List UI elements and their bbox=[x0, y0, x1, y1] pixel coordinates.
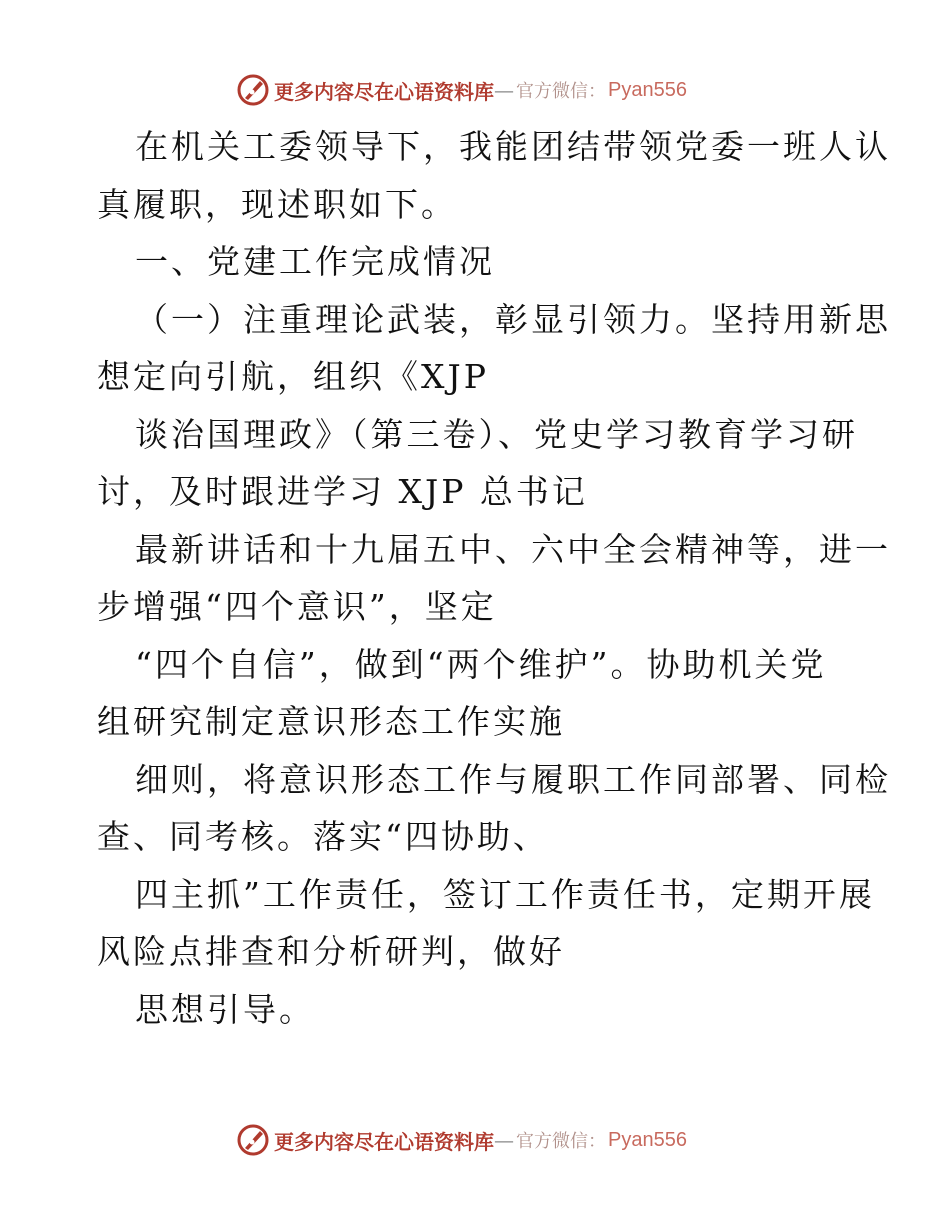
paragraph-line: 步增强“四个意识”，坚定 bbox=[97, 587, 497, 626]
paragraph-line: 真履职，现述职如下。 bbox=[97, 184, 457, 224]
paragraph-line: 组研究制定意识形态工作实施 bbox=[97, 702, 565, 741]
paragraph-line: 想定向引航，组织《XJP bbox=[97, 357, 489, 396]
watermark-id: Pyan556 bbox=[608, 1128, 687, 1151]
paragraph-line: 查、同考核。落实“四协助、 bbox=[97, 817, 549, 856]
pen-nib-logo-icon bbox=[236, 73, 270, 107]
watermark-separator: — bbox=[494, 1128, 514, 1152]
watermark-text: 更多内容尽在心语资料库 bbox=[274, 79, 494, 104]
watermark-separator: — bbox=[494, 78, 514, 102]
section-heading: 一、党建工作完成情况 bbox=[135, 242, 495, 281]
pen-nib-logo-icon bbox=[236, 1123, 270, 1157]
watermark-id: Pyan556 bbox=[608, 78, 687, 101]
paragraph-line: 讨，及时跟进学习 XJP 总书记 bbox=[97, 472, 588, 511]
paragraph-line: 思想引导。 bbox=[135, 989, 315, 1029]
paragraph-line: 细则，将意识形态工作与履职工作同部署、同检 bbox=[135, 759, 891, 799]
footer-watermark bbox=[236, 1123, 687, 1157]
paragraph-line: 在机关工委领导下，我能团结带领党委一班人认 bbox=[135, 127, 891, 166]
paragraph-line: 谈治国理政》（第三卷）、党史学习教育学习研 bbox=[135, 414, 858, 454]
paragraph-line: （一）注重理论武装，彰显引领力。坚持用新思 bbox=[135, 299, 891, 339]
paragraph-line: 风险点排查和分析研判，做好 bbox=[97, 932, 565, 971]
watermark-label: 官方微信： bbox=[516, 81, 606, 102]
watermark-text: 更多内容尽在心语资料库 bbox=[274, 1129, 494, 1154]
watermark-label: 官方微信： bbox=[516, 1131, 606, 1152]
paragraph-line: 最新讲话和十九届五中、六中全会精神等，进一 bbox=[135, 529, 891, 569]
paragraph-line: 四主抓”工作责任，签订工作责任书，定期开展 bbox=[135, 874, 875, 914]
header-watermark bbox=[236, 73, 687, 107]
document-body bbox=[97, 118, 891, 1038]
paragraph-line: “四个自信”，做到“两个维护”。协助机关党 bbox=[135, 644, 827, 684]
